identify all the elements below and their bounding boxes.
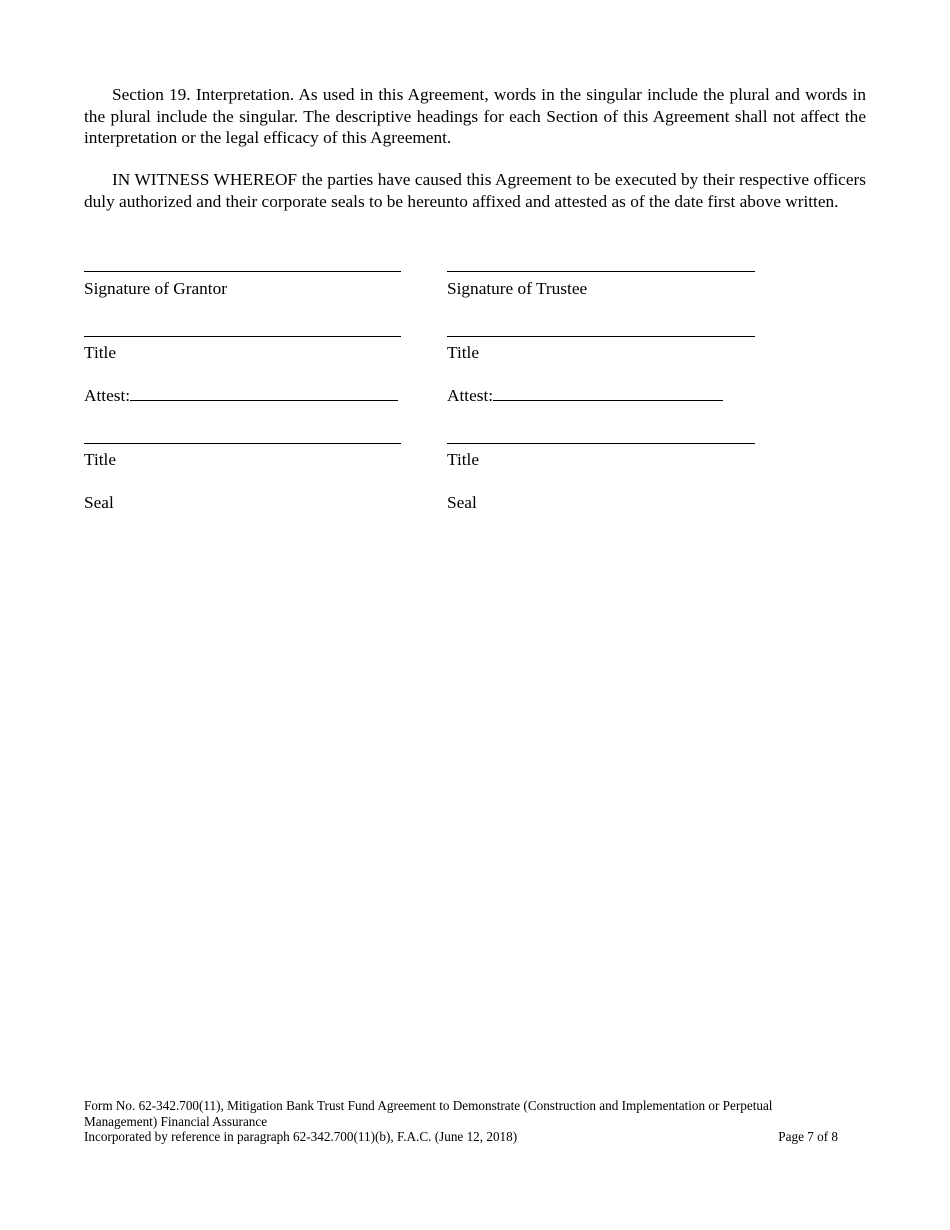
- trustee-signature-label: Signature of Trustee: [447, 279, 588, 298]
- trustee-seal-label: Seal: [447, 493, 477, 512]
- page-number: Page 7 of 8: [778, 1129, 838, 1144]
- footer-incorporated-line: Incorporated by reference in paragraph 62-342.700(11)(b), F.A.C. (June 12, 2018): [84, 1129, 518, 1144]
- section-19-paragraph: Section 19. Interpretation. As used in this Agreement, words in the singular include the plural and words in the plural include the singular. The descriptive headings for each Section of this Agreement shall not affect the interpretation or the legal efficacy of this Agreement.: [84, 85, 866, 147]
- grantor-title-line: [84, 336, 401, 337]
- grantor-seal-label: Seal: [84, 493, 114, 512]
- trustee-title-line: [447, 336, 755, 337]
- trustee-signature-line: [447, 271, 755, 272]
- trustee-title2-label: Title: [447, 450, 480, 469]
- trustee-attest: [447, 385, 723, 406]
- grantor-attest: [84, 385, 398, 406]
- grantor-title2-label: Title: [84, 450, 117, 469]
- grantor-title2-line: [84, 443, 401, 444]
- grantor-attest-label: Attest:: [84, 386, 131, 405]
- trustee-attest-line: [493, 386, 723, 401]
- grantor-signature-line: [84, 271, 401, 272]
- trustee-attest-label: Attest:: [447, 386, 494, 405]
- trustee-title-label: Title: [447, 343, 480, 362]
- grantor-signature-label: Signature of Grantor: [84, 279, 228, 298]
- grantor-attest-line: [130, 386, 398, 401]
- grantor-title-label: Title: [84, 343, 117, 362]
- trustee-title2-line: [447, 443, 755, 444]
- footer-form-line: Form No. 62-342.700(11), Mitigation Bank Trust Fund Agreement to Demonstrate (Construction and Implementation or Perpetual Management) Financial Assurance: [84, 1098, 773, 1129]
- witness-paragraph: IN WITNESS WHEREOF the parties have caused this Agreement to be executed by their respective officers duly authorized and their corporate seals to be hereunto affixed and attested as of the date first above written.: [84, 170, 866, 211]
